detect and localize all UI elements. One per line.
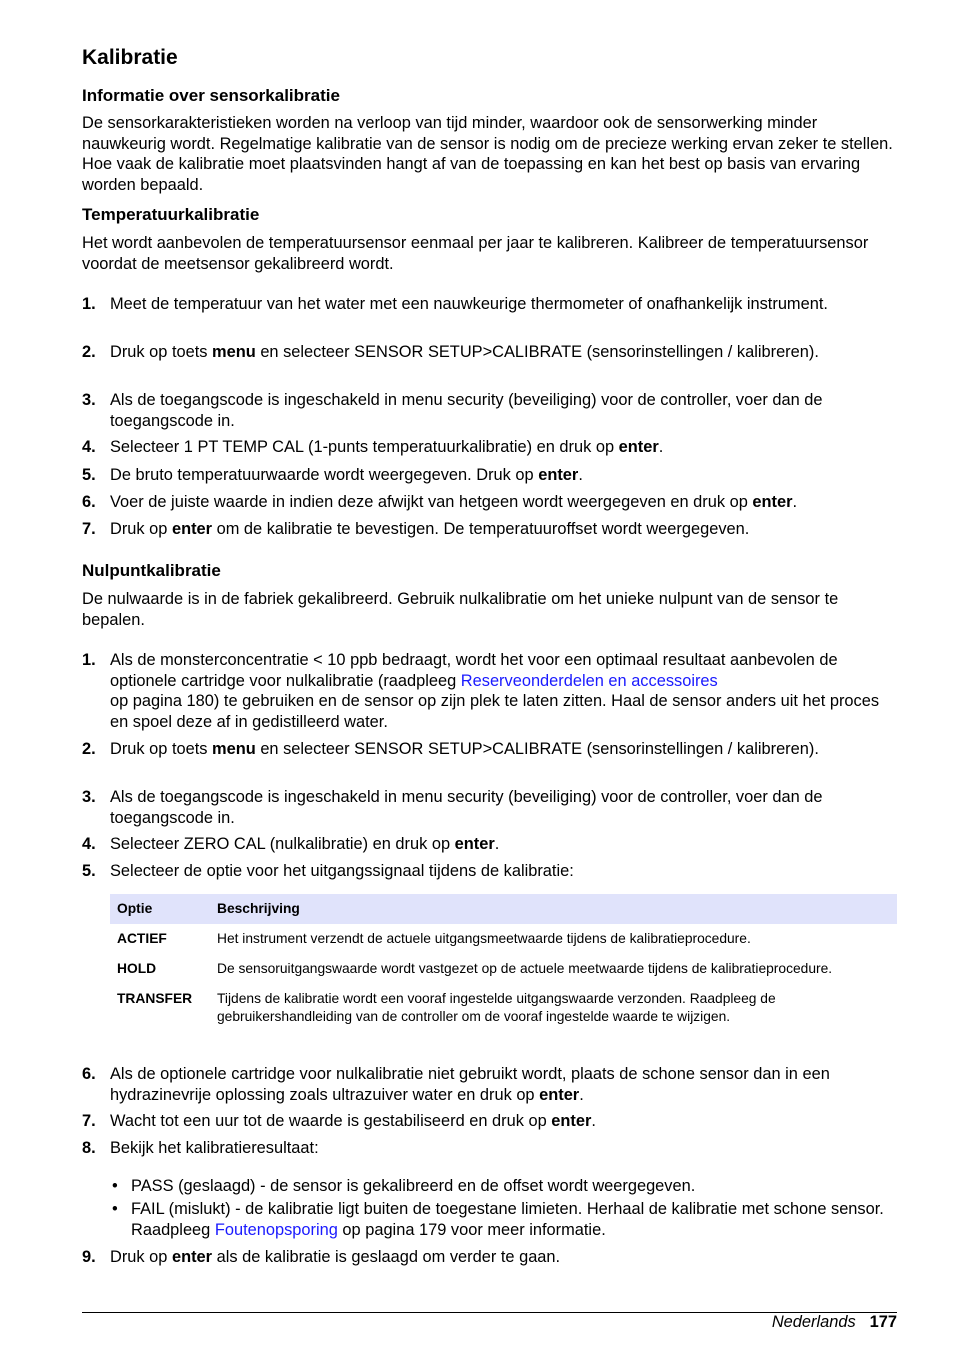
step-number: 3. [82, 788, 96, 806]
step-text: De bruto temperatuurwaarde wordt weergegeven. Druk op [110, 466, 539, 484]
step-text: op pagina 180) te gebruiken en de sensor op zijn plek te laten zitten. Haal de sensor anders uit het proces en spoel deze af in gedistilleerd water. [110, 692, 880, 731]
step-number: 2. [82, 740, 96, 758]
step-text: Druk op [110, 520, 172, 538]
step-text: . [792, 493, 798, 511]
table-row [110, 954, 897, 984]
key-label-menu: menu [212, 740, 256, 758]
zero-step-3 [82, 787, 897, 828]
step-number: 5. [82, 466, 96, 484]
temp-step-3 [82, 390, 897, 431]
step-text: Selecteer 1 PT TEMP CAL (1-punts temperatuurkalibratie) en druk op [110, 438, 619, 456]
page-footer [772, 1312, 897, 1332]
step-text: Druk op toets [110, 740, 213, 758]
step-text: Als de monsterconcentratie < 10 ppb bedraagt, wordt het voor een optimaal resultaat aanbevolen de optionele cartridge voor nulkalibratie (raadpleeg [110, 651, 838, 690]
option-name: TRANSFER [117, 991, 193, 1006]
step-number: 3. [82, 391, 96, 409]
key-label-enter: enter [171, 1248, 213, 1266]
temp-step-5 [82, 465, 897, 486]
column-header-description: Beschrijving [210, 894, 897, 924]
step-text: Voer de juiste waarde in indien deze afwijkt van hetgeen wordt weergegeven en druk op [110, 493, 753, 511]
key-label-enter: enter [171, 520, 213, 538]
temp-step-2 [82, 342, 897, 363]
page-title: Kalibratie [82, 46, 178, 69]
link-troubleshooting[interactable]: Foutenopsporing [214, 1220, 338, 1239]
step-number: 7. [82, 520, 96, 538]
key-label-enter: enter [618, 438, 659, 456]
step-text: . [494, 835, 500, 853]
table-row [110, 924, 897, 954]
temp-step-7 [82, 519, 897, 540]
option-description: Tijdens de kalibratie wordt een vooraf ingestelde uitgangswaarde verzonden. Raadpleeg de gebruikershandleiding van de controller om de vooraf ingestelde waarde te wijzigen. [217, 991, 776, 1024]
step-number: 4. [82, 835, 96, 853]
key-label-enter: enter [551, 1112, 592, 1130]
option-name: ACTIEF [117, 931, 167, 946]
step-text: Als de optionele cartridge voor nulkalibratie niet gebruikt wordt, plaats de schone sensor dan in een hydrazinevrije oplossing zoals ultrazuiver water en druk op [110, 1065, 830, 1104]
step-number: 1. [82, 295, 96, 313]
result-bullet-fail [110, 1199, 897, 1240]
key-label-enter: enter [539, 1085, 580, 1104]
step-text: Wacht tot een uur tot de waarde is gestabiliseerd en druk op [110, 1112, 552, 1130]
step-text: en selecteer SENSOR SETUP>CALIBRATE (sensorinstellingen / kalibreren). [255, 343, 819, 361]
step-number: 6. [82, 493, 96, 511]
key-label-enter: enter [538, 466, 579, 484]
table-row [110, 984, 897, 1032]
section-heading-zero-calibration: Nulpuntkalibratie [82, 561, 221, 580]
section-body-temperature-calibration: Het wordt aanbevolen de temperatuursensor eenmaal per jaar te kalibreren. Kalibreer de temperatuursensor voordat de meetsensor gekalibreerd wordt. [82, 234, 869, 273]
step-number: 7. [82, 1112, 96, 1130]
option-description: Het instrument verzendt de actuele uitgangsmeetwaarde tijdens de kalibratieprocedure. [217, 931, 751, 946]
temp-step-4 [82, 437, 897, 458]
section-body-zero-calibration: De nulwaarde is in de fabriek gekalibreerd. Gebruik nulkalibratie om het unieke nulpunt van de sensor te bepalen. [82, 590, 839, 629]
step-text: . [658, 438, 664, 456]
footer-language: Nederlands [771, 1313, 856, 1331]
step-number: 6. [82, 1065, 96, 1083]
key-label-menu: menu [212, 343, 256, 361]
option-description: De sensoruitgangswaarde wordt vastgezet op de actuele meetwaarde tijdens de kalibratieprocedure. [217, 961, 833, 976]
step-text: . [579, 1085, 584, 1104]
zero-step-5 [82, 861, 897, 882]
step-text: en selecteer SENSOR SETUP>CALIBRATE (sensorinstellingen / kalibreren). [255, 740, 819, 758]
step-text: Als de toegangscode is ingeschakeld in menu security (beveiliging) voor de controller, voer dan de toegangscode in. [110, 788, 823, 827]
step-text: . [591, 1112, 596, 1130]
section-heading-sensor-calibration: Informatie over sensorkalibratie [82, 86, 340, 105]
zero-step-1 [82, 650, 897, 732]
step-number: 8. [82, 1139, 96, 1157]
step-text: om de kalibratie te bevestigen. De temperatuuroffset wordt weergegeven. [212, 520, 750, 538]
zero-step-9 [82, 1247, 897, 1268]
bullet-text: FAIL (mislukt) - de kalibratie ligt buiten de toegestane limieten. Herhaal de kalibratie met schone sensor. Raadpleeg [131, 1200, 884, 1239]
options-table [110, 894, 897, 1032]
step-text: Druk op [110, 1248, 172, 1266]
column-header-option: Optie [110, 894, 210, 924]
step-text: Als de toegangscode is ingeschakeld in menu security (beveiliging) voor de controller, voer dan de toegangscode in. [110, 391, 823, 430]
bullet-text: op pagina 179 voor meer informatie. [337, 1220, 606, 1239]
step-number: 4. [82, 438, 96, 456]
zero-step-7 [82, 1111, 897, 1132]
temp-step-6 [82, 492, 897, 513]
key-label-enter: enter [454, 835, 495, 853]
key-label-enter: enter [752, 493, 793, 511]
section-body-sensor-calibration: De sensorkarakteristieken worden na verloop van tijd minder, waardoor ook de sensorwerking minder nauwkeurig wordt. Regelmatige kalibratie van de sensor is nodig om de precieze werking ervan zeker te stellen. Hoe vaak de kalibratie moet plaatsvinden hangt af van de toepassing en kan het best op basis van ervaring worden bepaald. [82, 114, 893, 194]
step-number: 2. [82, 343, 96, 361]
step-number: 1. [82, 651, 96, 669]
bullet-dot: • [112, 1177, 118, 1195]
step-text: Meet de temperatuur van het water met een nauwkeurige thermometer of onafhankelijk instrument. [110, 295, 828, 313]
zero-step-6 [82, 1064, 897, 1105]
step-text: Selecteer de optie voor het uitgangssignaal tijdens de kalibratie: [110, 862, 574, 880]
page-number: 177 [869, 1313, 897, 1331]
step-text: als de kalibratie is geslaagd om verder te gaan. [212, 1248, 561, 1266]
bullet-dot: • [112, 1200, 118, 1218]
step-number: 9. [82, 1248, 96, 1266]
step-text: Bekijk het kalibratieresultaat: [110, 1139, 319, 1157]
step-text: Druk op toets [110, 343, 213, 361]
zero-step-2 [82, 739, 897, 760]
zero-step-4 [82, 834, 897, 855]
table-header-row [110, 894, 897, 924]
section-heading-temperature-calibration: Temperatuurkalibratie [82, 205, 260, 224]
step-number: 5. [82, 862, 96, 880]
link-spare-parts[interactable]: Reserveonderdelen en accessoires [460, 671, 718, 690]
bullet-text: PASS (geslaagd) - de sensor is gekalibreerd en de offset wordt weergegeven. [131, 1177, 696, 1195]
result-bullet-pass [110, 1176, 897, 1197]
option-name: HOLD [117, 961, 157, 976]
temp-step-1 [82, 294, 897, 315]
zero-step-8 [82, 1138, 897, 1159]
step-text: Selecteer ZERO CAL (nulkalibratie) en druk op [110, 835, 455, 853]
step-text: . [578, 466, 583, 484]
